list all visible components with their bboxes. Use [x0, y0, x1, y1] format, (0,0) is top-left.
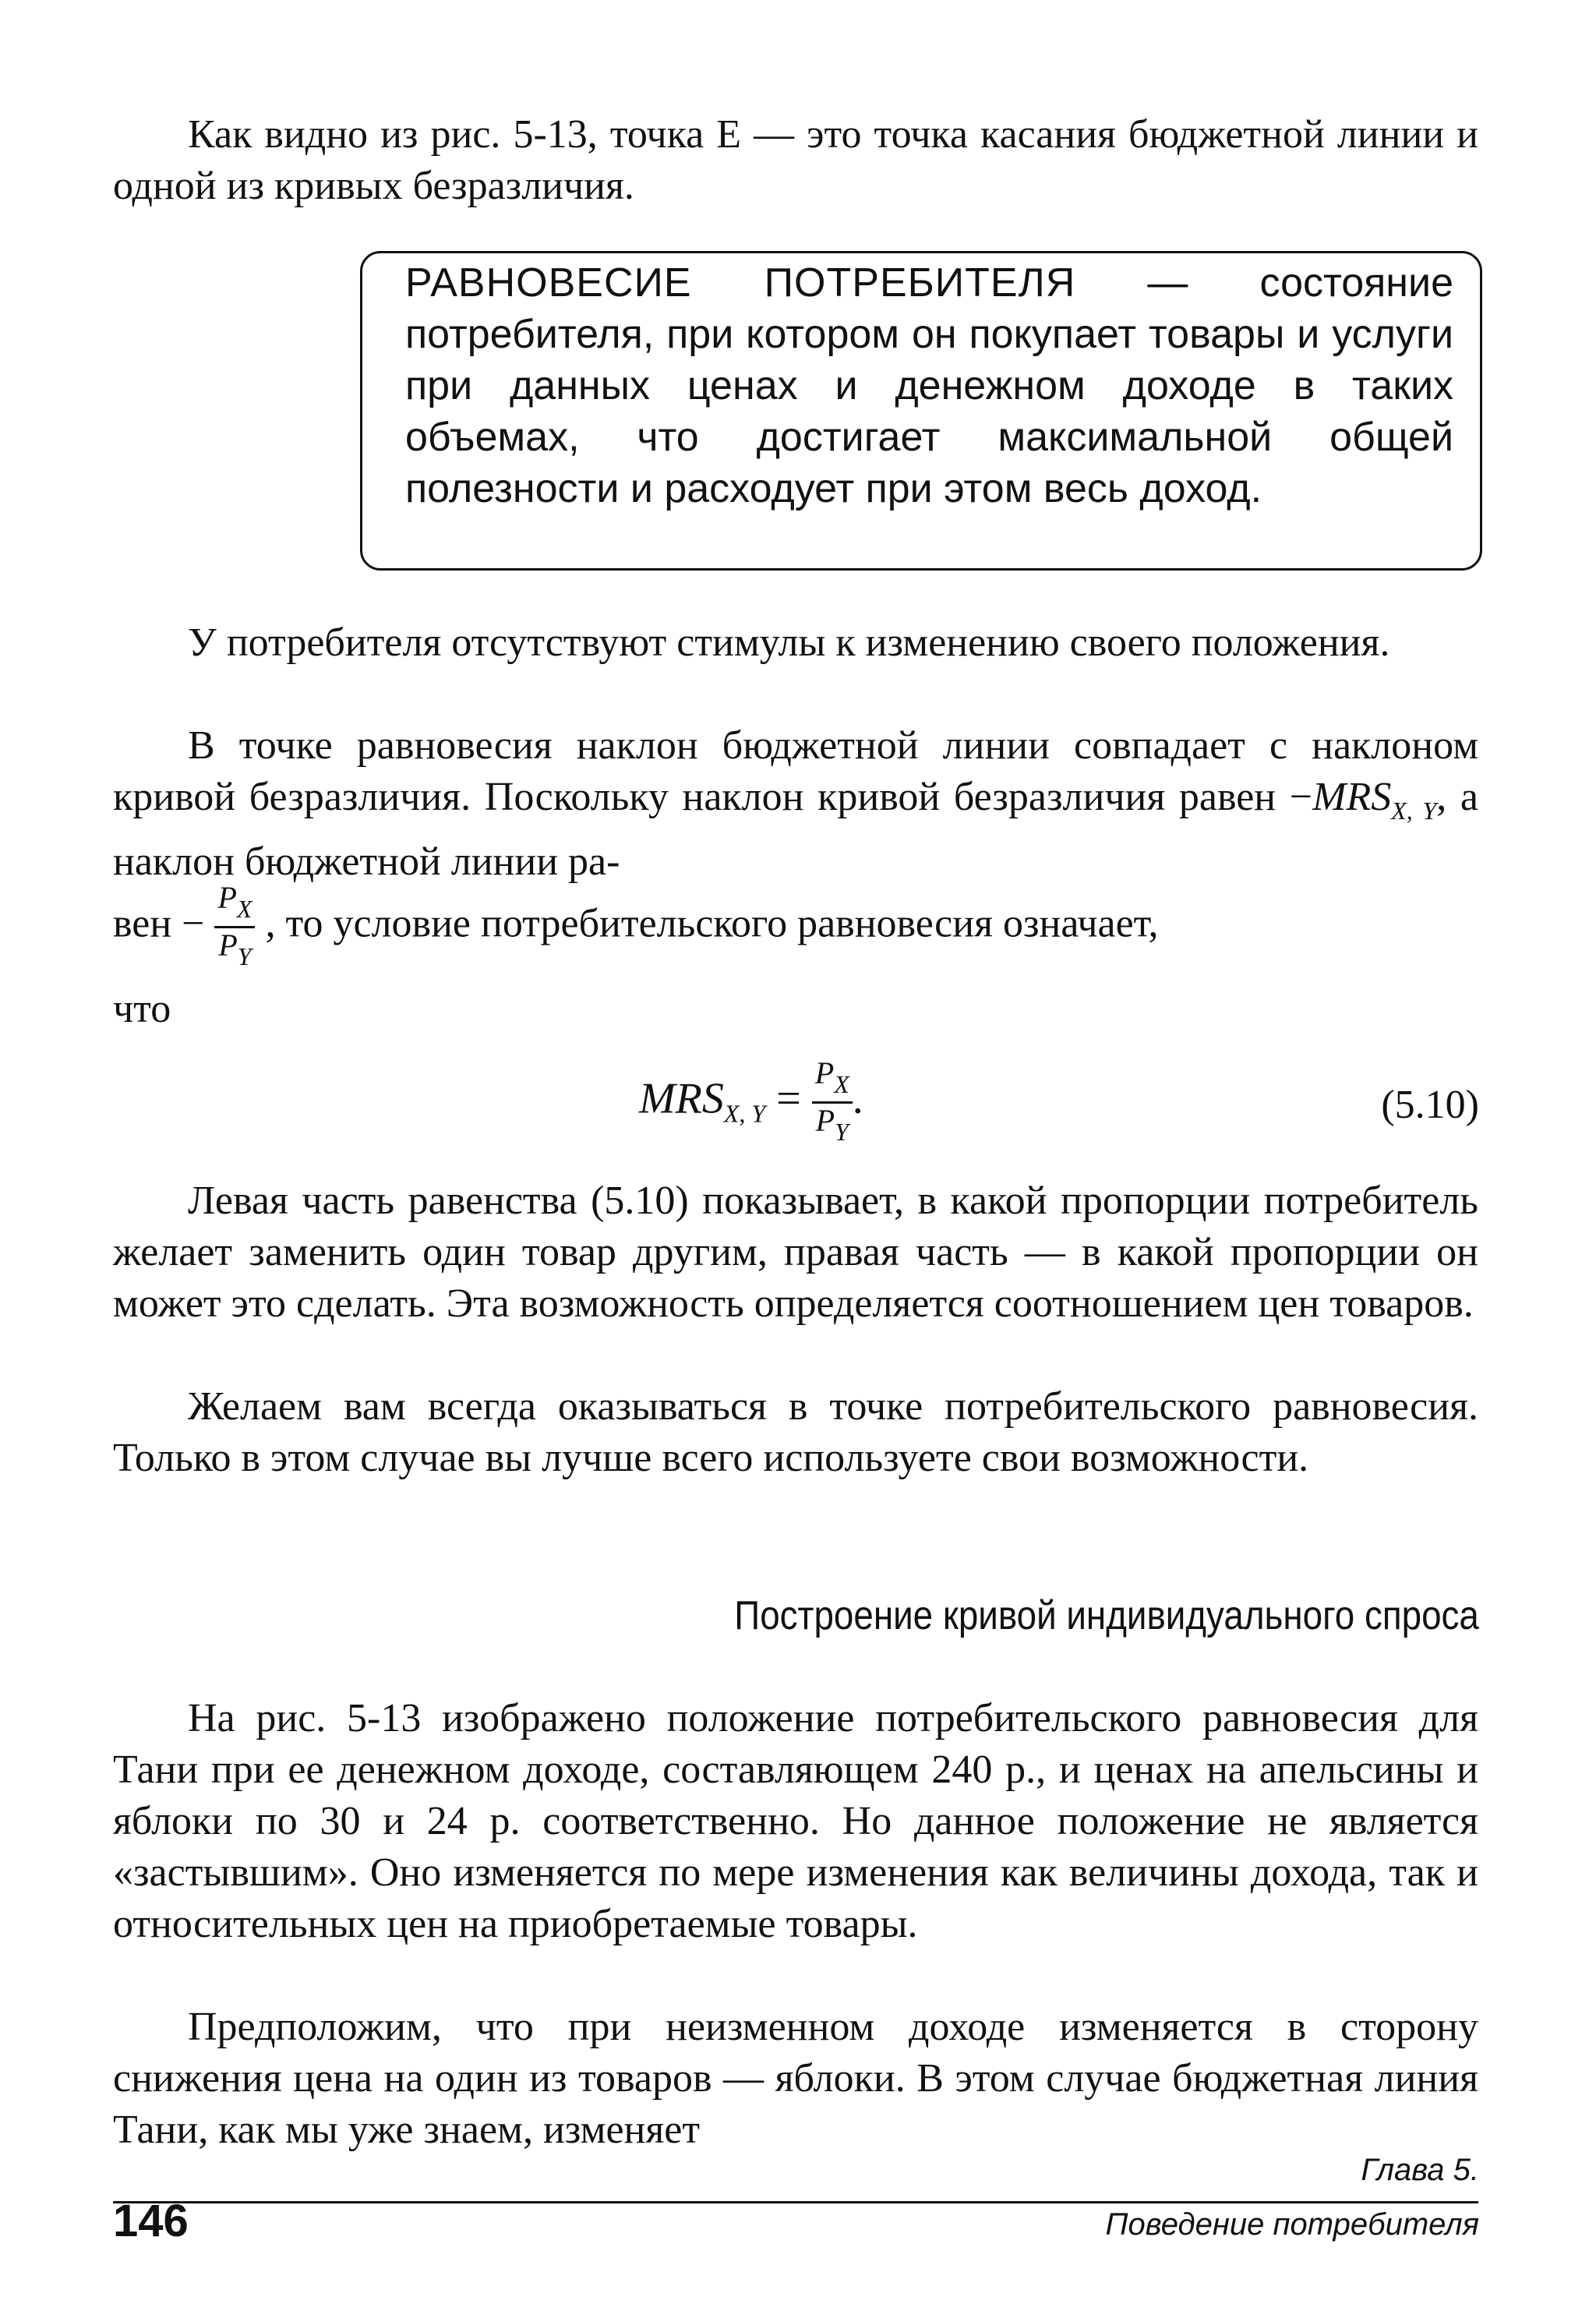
- footer-chapter: Глава 5.: [1361, 2153, 1479, 2187]
- fraction-denominator-subscript: Y: [237, 942, 252, 970]
- equation-5-10: [639, 1056, 863, 1149]
- paragraph-2: У потребителя отсутствуют стимулы к изменению своего положения.: [188, 620, 1390, 665]
- formula-equals: =: [765, 1074, 812, 1123]
- page-number: 146: [113, 2196, 189, 2246]
- formula-numerator-subscript: X: [834, 1070, 849, 1098]
- paragraph-4: Левая часть равенства (5.10) показывает, в какой пропорции потребитель желает заменить один товар другим, правая часть — в какой пропорции он может это сделать. Эта возможность определяется соотношением цен товаров.: [113, 1179, 1478, 1326]
- paragraph-6: На рис. 5-13 изображено положение потребительского равновесия для Тани при ее денежном доходе, составляющем 240 р., и ценах на апельсины и яблоки по 30 и 24 р. соответственно. Но данное положение не является «застывшим». Оно изменяется по мере изменения как величины дохода, так и относительных цен на приобретаемые товары.: [113, 1696, 1478, 1946]
- paragraph-7: Предположим, что при неизменном доходе изменяется в сторону снижения цена на один из товаров — яблоки. В этом случае бюджетная линия Тани, как мы уже знаем, изменяет: [113, 2005, 1478, 2152]
- section-heading: Построение кривой индивидуального спроса: [734, 1593, 1479, 1638]
- formula-denominator-subscript: Y: [835, 1118, 849, 1146]
- formula-mrs-subscript: X, Y: [723, 1099, 766, 1128]
- definition-body: — состояние потребителя, при котором он покупает товары и услуги при данных ценах и денежном доходе в таких объемах, что достигает максимальной общей полезности и расходует при этом весь доход.: [405, 260, 1453, 511]
- paragraph-5: Желаем вам всегда оказываться в точке потребительского равновесия. Только в этом случае вы лучше всего используете свои возможности.: [113, 1384, 1478, 1480]
- mrs-symbol: MRS: [1312, 775, 1392, 819]
- formula-fraction: [812, 1056, 853, 1149]
- paragraph-3-part-c: вен −: [113, 901, 205, 946]
- paragraph-3-part-e: что: [113, 987, 171, 1031]
- formula-period: .: [852, 1074, 863, 1123]
- formula-mrs: MRS: [639, 1074, 724, 1123]
- formula-numerator: P: [814, 1055, 835, 1090]
- price-ratio-fraction: [214, 881, 255, 974]
- footer-rule: [113, 2201, 1478, 2203]
- fraction-numerator: P: [217, 880, 237, 915]
- formula-denominator: P: [815, 1103, 835, 1138]
- paragraph-3-part-a: В точке равновесия наклон бюджетной линии совпадает с наклоном кривой безразличия. Поскольку наклон кривой безразличия равен −: [113, 723, 1478, 819]
- paragraph-3: [113, 720, 1478, 888]
- fraction-denominator: P: [218, 928, 238, 963]
- definition-text: [405, 257, 1453, 514]
- equation-number: (5.10): [1381, 1083, 1479, 1127]
- definition-term: РАВНОВЕСИЕ ПОТРЕБИТЕЛЯ: [405, 260, 1076, 306]
- footer-chapter-title: Поведение потребителя: [1105, 2207, 1479, 2242]
- paragraph-3-part-d: , то условие потребительского равновесия означает,: [265, 901, 1159, 946]
- paragraph-3-continued: [113, 881, 1478, 974]
- paragraph-1: Как видно из рис. 5-13, точка E — это точка касания бюджетной линии и одной из кривых безразличия.: [113, 112, 1478, 208]
- mrs-subscript: X, Y: [1391, 797, 1437, 825]
- paragraph-3-part-b: , а наклон бюджетной линии ра-: [113, 775, 1478, 884]
- fraction-numerator-subscript: X: [236, 895, 252, 923]
